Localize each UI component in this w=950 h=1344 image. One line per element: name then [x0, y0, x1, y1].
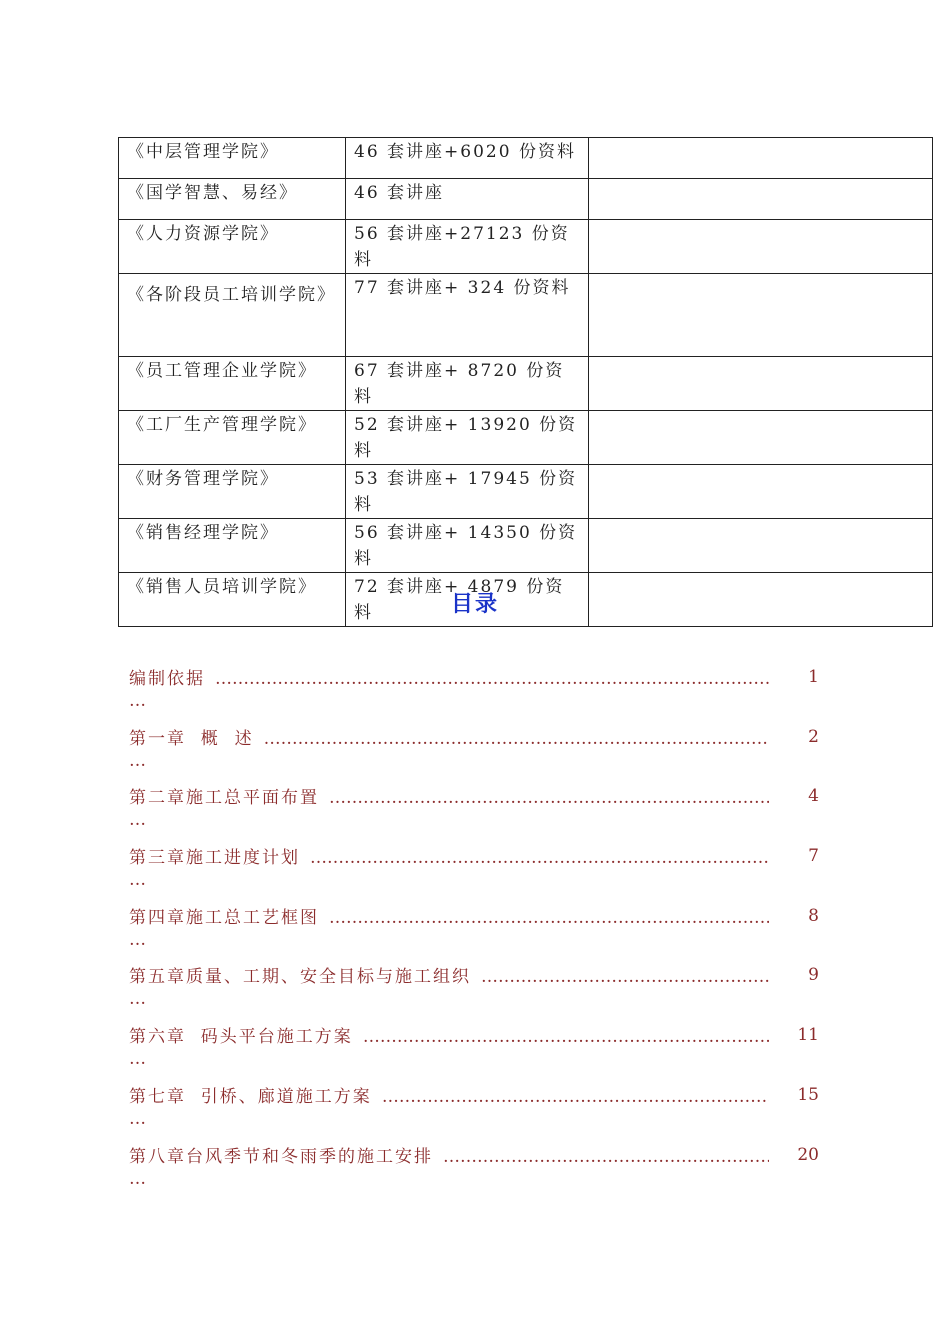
toc-leader-continuation: … [129, 810, 146, 831]
table-row [119, 411, 933, 465]
toc-page-number: 4 [808, 786, 819, 807]
toc-page-number: 11 [797, 1025, 819, 1046]
toc-entry[interactable] [129, 1022, 829, 1082]
toc-page-number: 1 [808, 667, 819, 687]
course-note-cell [589, 220, 933, 274]
toc-leader-dots [382, 1087, 769, 1107]
toc-leader-dots [363, 1027, 769, 1047]
course-note-cell [589, 519, 933, 573]
toc-leader-dots [329, 788, 769, 808]
toc-entry-label: 第七章 引桥、廊道施工方案 [129, 1086, 372, 1107]
table-row [119, 274, 933, 357]
toc-leader-dots [310, 848, 769, 868]
toc-leader-continuation: … [129, 870, 146, 891]
toc-entry[interactable] [129, 664, 829, 724]
course-content-cell: 72 套讲座+ 4879 份资料 [346, 573, 589, 627]
toc-entry-label: 第二章施工总平面布置 [129, 788, 319, 809]
toc-entry-label: 第三章施工进度计划 [129, 848, 300, 869]
course-content-cell: 56 套讲座+ 14350 份资料 [346, 519, 589, 573]
toc-leader-dots [443, 1147, 769, 1167]
course-name-cell: 《人力资源学院》 [119, 220, 346, 274]
table-row [119, 465, 933, 519]
course-content-cell: 67 套讲座+ 8720 份资料 [346, 357, 589, 411]
toc-entry[interactable] [129, 1142, 829, 1202]
course-note-cell [589, 179, 933, 220]
course-note-cell [589, 138, 933, 179]
course-content-cell: 53 套讲座+ 17945 份资料 [346, 465, 589, 519]
course-note-cell [589, 465, 933, 519]
course-name-cell: 《各阶段员工培训学院》 [119, 274, 346, 357]
table-row [119, 138, 933, 179]
toc-leader-dots [481, 967, 769, 987]
toc-leader-dots [264, 729, 769, 749]
course-name-cell: 《国学智慧、易经》 [119, 179, 346, 220]
course-name-cell: 《财务管理学院》 [119, 465, 346, 519]
toc-entry[interactable] [129, 843, 829, 903]
toc-entry-label: 第四章施工总工艺框图 [129, 907, 319, 928]
toc-page-number: 15 [797, 1084, 819, 1105]
toc-leader-continuation: … [129, 691, 146, 711]
toc-leader-continuation: … [129, 929, 146, 950]
course-note-cell [589, 357, 933, 411]
toc-entry[interactable] [129, 783, 829, 843]
toc-entry[interactable] [129, 903, 829, 963]
toc-entry-label: 第八章台风季节和冬雨季的施工安排 [129, 1146, 433, 1167]
toc-page-number: 20 [797, 1144, 819, 1165]
course-name-cell: 《中层管理学院》 [119, 138, 346, 179]
course-name-cell: 《员工管理企业学院》 [119, 357, 346, 411]
toc-leader-continuation: … [129, 989, 146, 1010]
course-content-cell: 56 套讲座+27123 份资料 [346, 220, 589, 274]
table-row [119, 220, 933, 274]
toc-page-number: 7 [808, 846, 819, 867]
toc-entry-label: 第一章 概 述 [129, 728, 254, 749]
toc-leader-continuation: … [129, 1168, 146, 1189]
table-row [119, 357, 933, 411]
toc-leader-dots [329, 908, 769, 928]
course-name-cell: 《工厂生产管理学院》 [119, 411, 346, 465]
course-table [118, 137, 933, 627]
toc-entry[interactable] [129, 962, 829, 1022]
toc-entry-label: 第六章 码头平台施工方案 [129, 1027, 353, 1048]
toc-entry-label: 第五章质量、工期、安全目标与施工组织 [129, 967, 471, 988]
course-name-cell: 《销售经理学院》 [119, 519, 346, 573]
toc-entry-label: 编制依据 [129, 669, 205, 689]
toc-entry[interactable] [129, 724, 829, 784]
toc-leader-dots [215, 669, 769, 689]
table-row [119, 179, 933, 220]
toc-leader-continuation: … [129, 1108, 146, 1129]
table-of-contents [129, 664, 829, 1201]
toc-page-number: 2 [808, 726, 819, 747]
toc-leader-continuation: … [129, 750, 146, 771]
course-content-cell: 77 套讲座+ 324 份资料 [346, 274, 589, 357]
toc-title: 目录 [450, 592, 499, 617]
course-note-cell [589, 411, 933, 465]
course-note-cell [589, 274, 933, 357]
course-name-cell: 《销售人员培训学院》 [119, 573, 346, 627]
toc-leader-continuation: … [129, 1049, 146, 1070]
toc-page-number: 8 [808, 905, 819, 926]
table-row [119, 519, 933, 573]
course-content-cell: 52 套讲座+ 13920 份资料 [346, 411, 589, 465]
toc-page-number: 9 [808, 965, 819, 986]
course-content-cell: 46 套讲座+6020 份资料 [346, 138, 589, 179]
toc-entry[interactable] [129, 1082, 829, 1142]
course-content-cell: 46 套讲座 [346, 179, 589, 220]
